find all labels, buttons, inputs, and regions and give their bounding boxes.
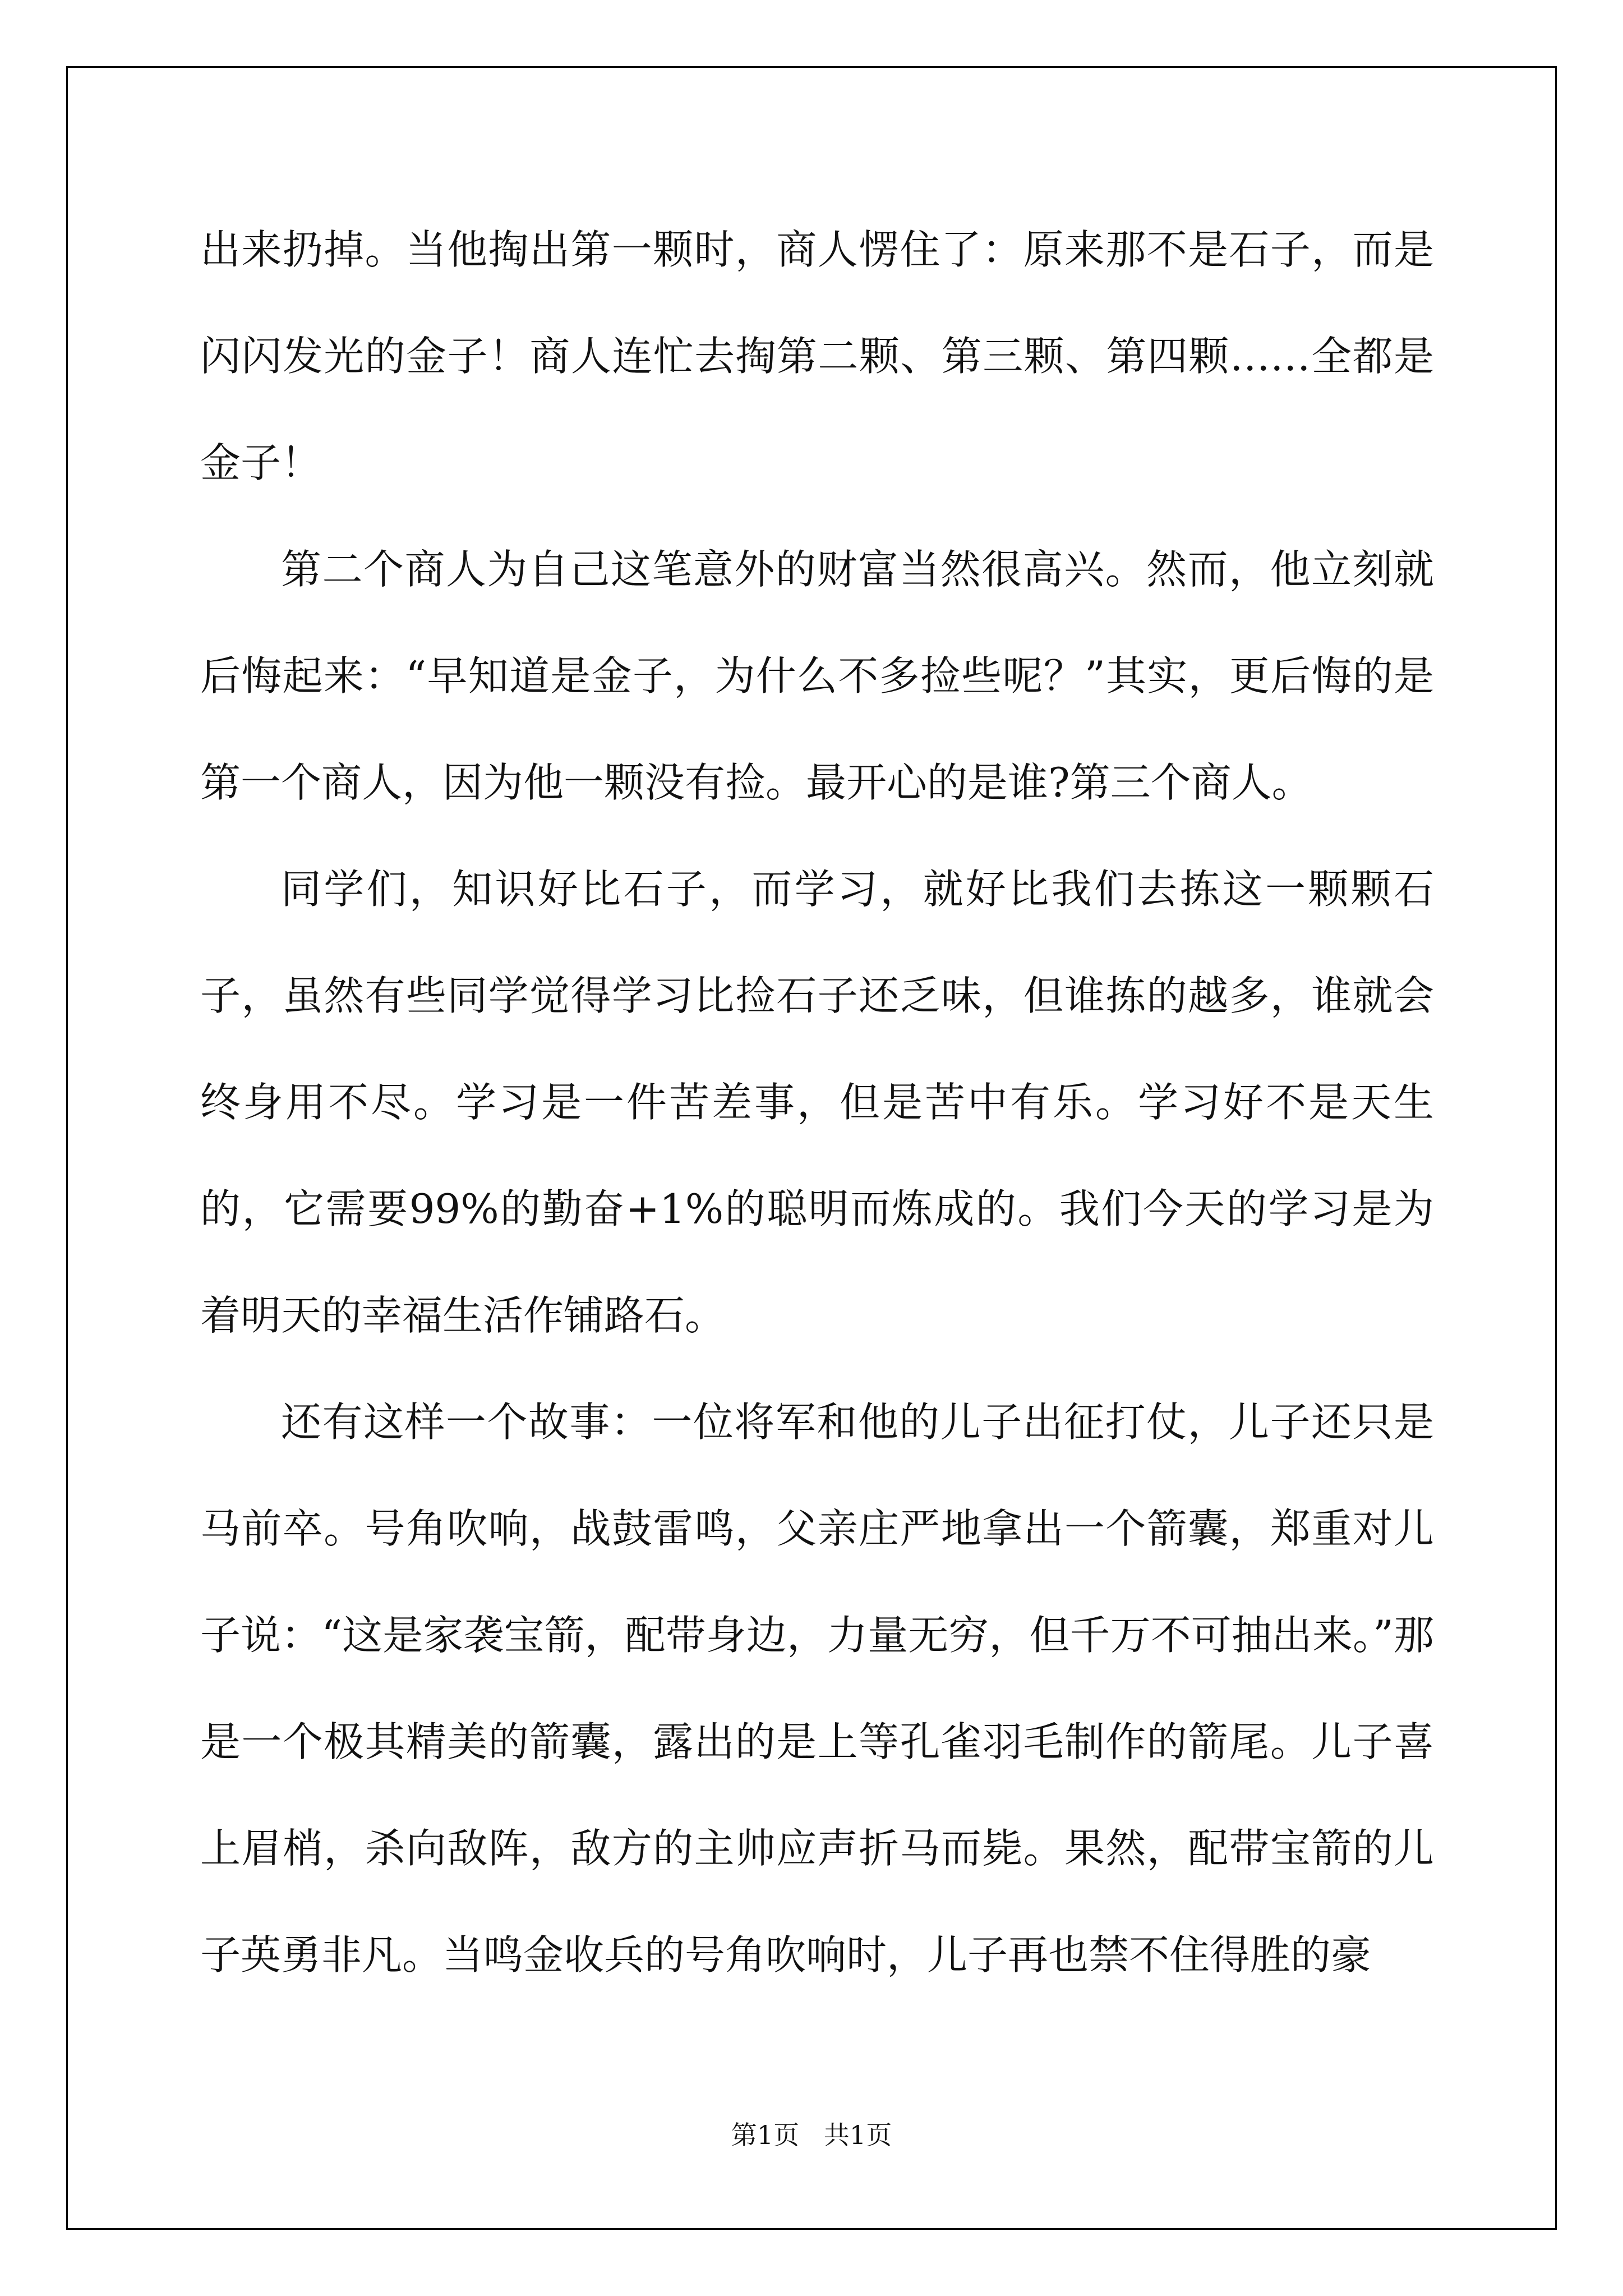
paragraph: 出来扔掉。当他掏出第一颗时，商人愣住了：原来那不是石子，而是闪闪发光的金子！商人连忙去掏第二颗、第三颗、第四颗……全都是金子！ — [200, 226, 1434, 486]
document-body — [200, 196, 1434, 2008]
paragraph: 还有这样一个故事：一位将军和他的儿子出征打仗，儿子还只是马前卒。号角吹响，战鼓雷鸣，父亲庄严地拿出一个箭囊，郑重对儿子说：“这是家袭宝箭，配带身边，力量无穷，但千万不可抽出来。”那是一个极其精美的箭囊，露出的是上等孔雀羽毛制作的箭尾。儿子喜上眉梢，杀向敌阵，敌方的主帅应声折马而毙。果然，配带宝箭的儿子英勇非凡。当鸣金收兵的号角吹响时，儿子再也禁不住得胜的豪 — [200, 1398, 1434, 1978]
paragraph: 同学们，知识好比石子，而学习，就好比我们去拣这一颗颗石子，虽然有些同学觉得学习比捡石子还乏味，但谁拣的越多，谁就会终身用不尽。学习是一件苦差事，但是苦中有乐。学习好不是天生的，它需要99%的勤奋+1%的聪明而炼成的。我们今天的学习是为着明天的幸福生活作铺路石。 — [200, 866, 1434, 1339]
paragraph: 第二个商人为自己这笔意外的财富当然很高兴。然而，他立刻就后悔起来：“早知道是金子，为什么不多捡些呢？”其实，更后悔的是第一个商人，因为他一颗没有捡。最开心的是谁?第三个商人。 — [200, 546, 1434, 806]
page-number-footer: 第1页 共1页 — [731, 2120, 892, 2150]
